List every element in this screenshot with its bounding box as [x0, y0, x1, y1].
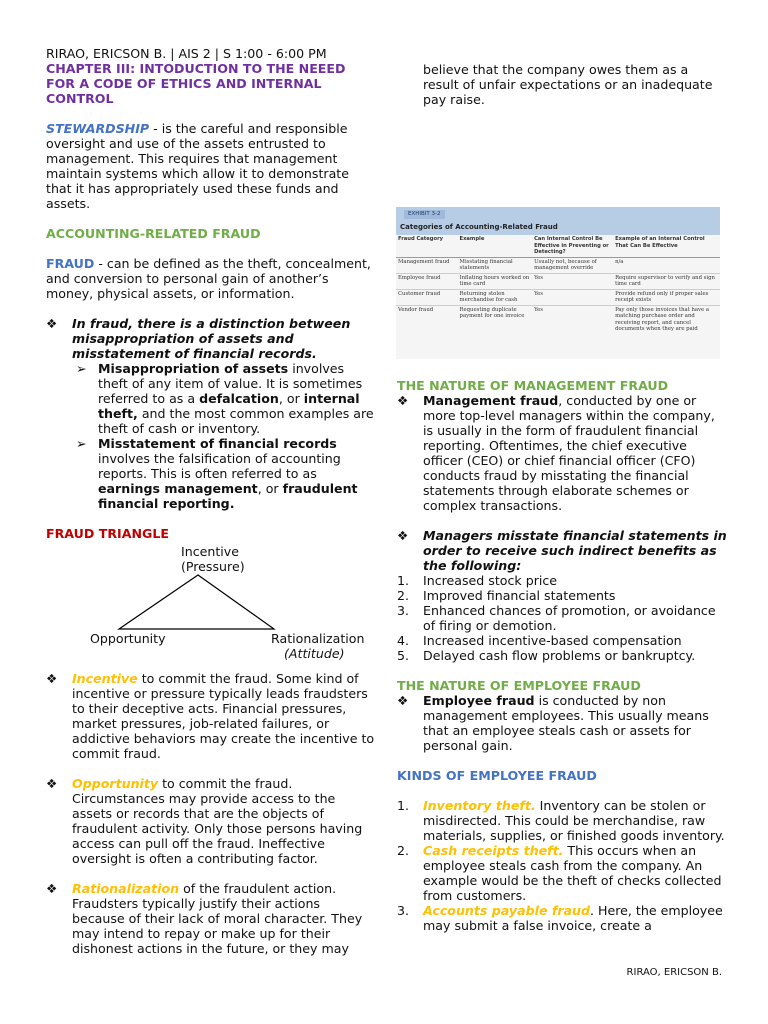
- misappropriation-text-1: involves theft of any item of value. It is sometimes referred to as a: [98, 361, 363, 406]
- diamond-bullet-icon: ❖: [46, 316, 58, 331]
- fraud-triangle-diagram: [46, 541, 376, 665]
- benefit-text: Increased stock price: [423, 573, 558, 588]
- management-fraud-term: Management fraud: [423, 393, 559, 408]
- diamond-bullet-icon: ❖: [397, 528, 409, 543]
- exhibit-col-header: Example: [458, 235, 533, 257]
- list-item: 5. Delayed cash flow problems or bankruptcy.: [397, 648, 696, 663]
- exhibit-tag: EXHIBIT 3-2: [404, 210, 445, 219]
- opportunity-bullet: [46, 776, 376, 866]
- table-cell: Returning stolen merchandise for cash: [458, 289, 533, 305]
- table-cell: Inflating hours worked on time card: [458, 273, 533, 289]
- internal-theft-term: internal theft,: [98, 391, 360, 421]
- defalcation-term: defalcation: [199, 391, 279, 406]
- table-row: [396, 273, 720, 289]
- fraud-term: FRAUD: [46, 256, 95, 271]
- exhibit-header: [396, 207, 720, 235]
- table-cell: Pay only those invoices that have a matching purchase order and receiving report, and cancel documents when they are paid: [615, 306, 709, 332]
- management-fraud-heading: THE NATURE OF MANAGEMENT FRAUD: [397, 378, 669, 393]
- benefit-text: Delayed cash flow problems or bankruptcy.: [423, 648, 696, 663]
- employee-fraud-bullet: [397, 693, 727, 753]
- kind-term: Accounts payable fraud: [423, 903, 591, 918]
- incentive-label: Incentive: [181, 544, 239, 559]
- opportunity-label: Opportunity: [90, 631, 166, 646]
- chapter-title: CHAPTER III: INTODUCTION TO THE NEEED FOR A CODE OF ETHICS AND INTERNAL CONTROL: [46, 61, 346, 106]
- rationalization-label: Rationalization: [271, 631, 365, 646]
- kind-text: This occurs when an employee steals cash from the company. An example would be the theft of checks collected from customers.: [423, 843, 722, 903]
- exhibit-grid: [396, 235, 720, 334]
- list-item: 4. Increased incentive-based compensation: [397, 633, 682, 648]
- list-item: 2. Cash receipts theft. This occurs when an employee steals cash from the company. An example would be the theft of checks collected from customers.: [397, 843, 722, 903]
- left-column: [46, 46, 376, 956]
- diamond-bullet-icon: ❖: [46, 881, 58, 896]
- exhibit-col-header: Fraud Category: [396, 235, 458, 257]
- distinction-text: In fraud, there is a distinction between misappropriation of assets and misstatement of financial records.: [72, 316, 351, 361]
- table-cell: Require supervisor to verify and sign time card: [613, 273, 720, 289]
- misappropriation-term: Misappropriation of assets: [98, 361, 289, 376]
- table-cell: Misstating financial statements: [458, 257, 533, 273]
- rationalization-term: Rationalization: [72, 881, 180, 896]
- table-cell: Yes: [532, 289, 613, 305]
- kind-term: Cash receipts theft.: [423, 843, 564, 858]
- distinction-bullet: [46, 316, 376, 361]
- benefit-text: Enhanced chances of promotion, or avoidance of firing or demotion.: [423, 603, 716, 633]
- table-row: [396, 305, 720, 334]
- benefit-text: Improved financial statements: [423, 588, 616, 603]
- table-cell: Provide refund only if proper sales receipt exists: [613, 289, 720, 305]
- misstatement-text-1: involves the falsification of accounting reports. This is often referred to as: [98, 451, 341, 481]
- table-row: [396, 257, 720, 273]
- list-item: 3. Accounts payable fraud. Here, the employee may submit a false invoice, create a: [397, 903, 723, 933]
- rationalization-text: of the fraudulent action. Fraudsters typically justify their actions because of their lack of moral character. They may intend to repay or make up for their dishonest actions in the future, or they may: [72, 881, 363, 956]
- misstate-bullet: [397, 528, 727, 573]
- arrow-bullet-icon: ➢: [76, 361, 87, 376]
- list-item: 3. Enhanced chances of promotion, or avoidance of firing or demotion.: [397, 603, 716, 633]
- table-cell: n/a: [613, 257, 720, 273]
- list-item: 2. Improved financial statements: [397, 588, 616, 603]
- kinds-heading: KINDS OF EMPLOYEE FRAUD: [397, 768, 597, 783]
- employee-fraud-text: is conducted by non management employees. This usually means that an employee steals cash or assets for personal gain.: [423, 693, 709, 753]
- earnings-management-term: earnings management: [98, 481, 258, 496]
- diamond-bullet-icon: ❖: [46, 671, 58, 686]
- table-cell: Management fraud: [396, 257, 458, 273]
- table-cell: Requesting duplicate payment for one invoice: [459, 306, 525, 319]
- table-row: [396, 289, 720, 305]
- misstate-text: Managers misstate financial statements in order to receive such indirect benefits as the following:: [423, 528, 727, 573]
- table-cell: Yes: [534, 306, 543, 313]
- exhibit-table: [396, 207, 720, 359]
- employee-fraud-term: Employee fraud: [423, 693, 535, 708]
- misappropriation-text-3: and the most common examples are theft of cash or inventory.: [98, 406, 374, 436]
- management-fraud-bullet: [397, 393, 727, 513]
- stewardship-term: STEWARDSHIP: [46, 121, 150, 136]
- page-header: RIRAO, ERICSON B. | AIS 2 | S 1:00 - 6:00 PM: [46, 46, 327, 61]
- table-cell: Yes: [532, 273, 613, 289]
- management-fraud-text: , conducted by one or more top-level managers within the company, is usually in the form of fraudulent financial reporting. Oftentimes, the chief executive officer (CEO) or chief financial officer (CFO) conducts fraud by misstating the financial statements through elaborate schemes or complex transactions.: [423, 393, 715, 513]
- pressure-label: (Pressure): [181, 559, 245, 574]
- incentive-bullet: [46, 671, 376, 761]
- fraud-triangle-heading: FRAUD TRIANGLE: [46, 526, 169, 541]
- stewardship-paragraph: [46, 121, 376, 211]
- rationalization-bullet: [46, 881, 376, 956]
- exhibit-title: Categories of Accounting-Related Fraud: [400, 223, 558, 231]
- kind-text: . Here, the employee may submit a false invoice, create a: [423, 903, 723, 933]
- diamond-bullet-icon: ❖: [46, 776, 58, 791]
- incentive-text: to commit the fraud. Some kind of incentive or pressure typically leads fraudsters to their deceptive acts. Financial pressures, market pressures, job-related failures, or addictive behaviors may create the incentive to commit fraud.: [72, 671, 375, 761]
- incentive-term: Incentive: [72, 671, 138, 686]
- misappropriation-item: [46, 361, 376, 436]
- fraud-text: - can be defined as the theft, concealment, and conversion to personal gain of another’s money, physical assets, or information.: [46, 256, 371, 301]
- kind-text: Inventory can be stolen or misdirected. This could be merchandise, raw materials, supplies, or finished goods inventory.: [423, 798, 725, 843]
- benefit-text: Increased incentive-based compensation: [423, 633, 682, 648]
- list-item: 1. Increased stock price: [397, 573, 558, 588]
- table-cell: Employee fraud: [396, 273, 458, 289]
- misappropriation-text-2: , or: [278, 391, 304, 406]
- stewardship-text: - is the careful and responsible oversight and use of the assets entrusted to management. This requires that management maintain systems which allow it to demonstrate that it has appropriately used these funds and assets.: [46, 121, 349, 211]
- accounting-fraud-heading: ACCOUNTING-RELATED FRAUD: [46, 226, 261, 241]
- arrow-bullet-icon: ➢: [76, 436, 87, 451]
- diamond-bullet-icon: ❖: [397, 693, 409, 708]
- diamond-bullet-icon: ❖: [397, 393, 409, 408]
- exhibit-col-header: Example of an Internal Control That Can Be Effective: [613, 235, 720, 257]
- fraudulent-reporting-term: fraudulent financial reporting.: [98, 481, 358, 511]
- exhibit-col-header: Can Internal Control Be Effective in Preventing or Detecting?: [532, 235, 613, 257]
- opportunity-text: to commit the fraud. Circumstances may provide access to the assets or records that are the objects of fraudulent activity. Only those persons having access can pull off the fraud. Ineffective oversight is often a contributing factor.: [72, 776, 363, 866]
- misstatement-item: [46, 436, 376, 511]
- page-footer: RIRAO, ERICSON B.: [626, 967, 722, 978]
- misstatement-text-2: , or: [257, 481, 283, 496]
- misstatement-term: Misstatement of financial records: [98, 436, 337, 451]
- attitude-label: (Attitude): [284, 646, 345, 661]
- table-cell: Customer fraud: [396, 289, 458, 305]
- fraud-paragraph: [46, 256, 376, 301]
- table-cell: Usually not, because of management override: [532, 257, 613, 273]
- table-cell: Vendor fraud: [398, 306, 434, 313]
- list-item: 1. Inventory theft. Inventory can be stolen or misdirected. This could be merchandise, raw materials, supplies, or finished goods inventory.: [397, 798, 725, 843]
- kind-term: Inventory theft.: [423, 798, 536, 813]
- opportunity-term: Opportunity: [72, 776, 159, 791]
- employee-fraud-heading: THE NATURE OF EMPLOYEE FRAUD: [397, 678, 641, 693]
- continued-text: believe that the company owes them as a result of unfair expectations or an inadequate pay raise.: [423, 62, 713, 107]
- right-column: [397, 378, 727, 933]
